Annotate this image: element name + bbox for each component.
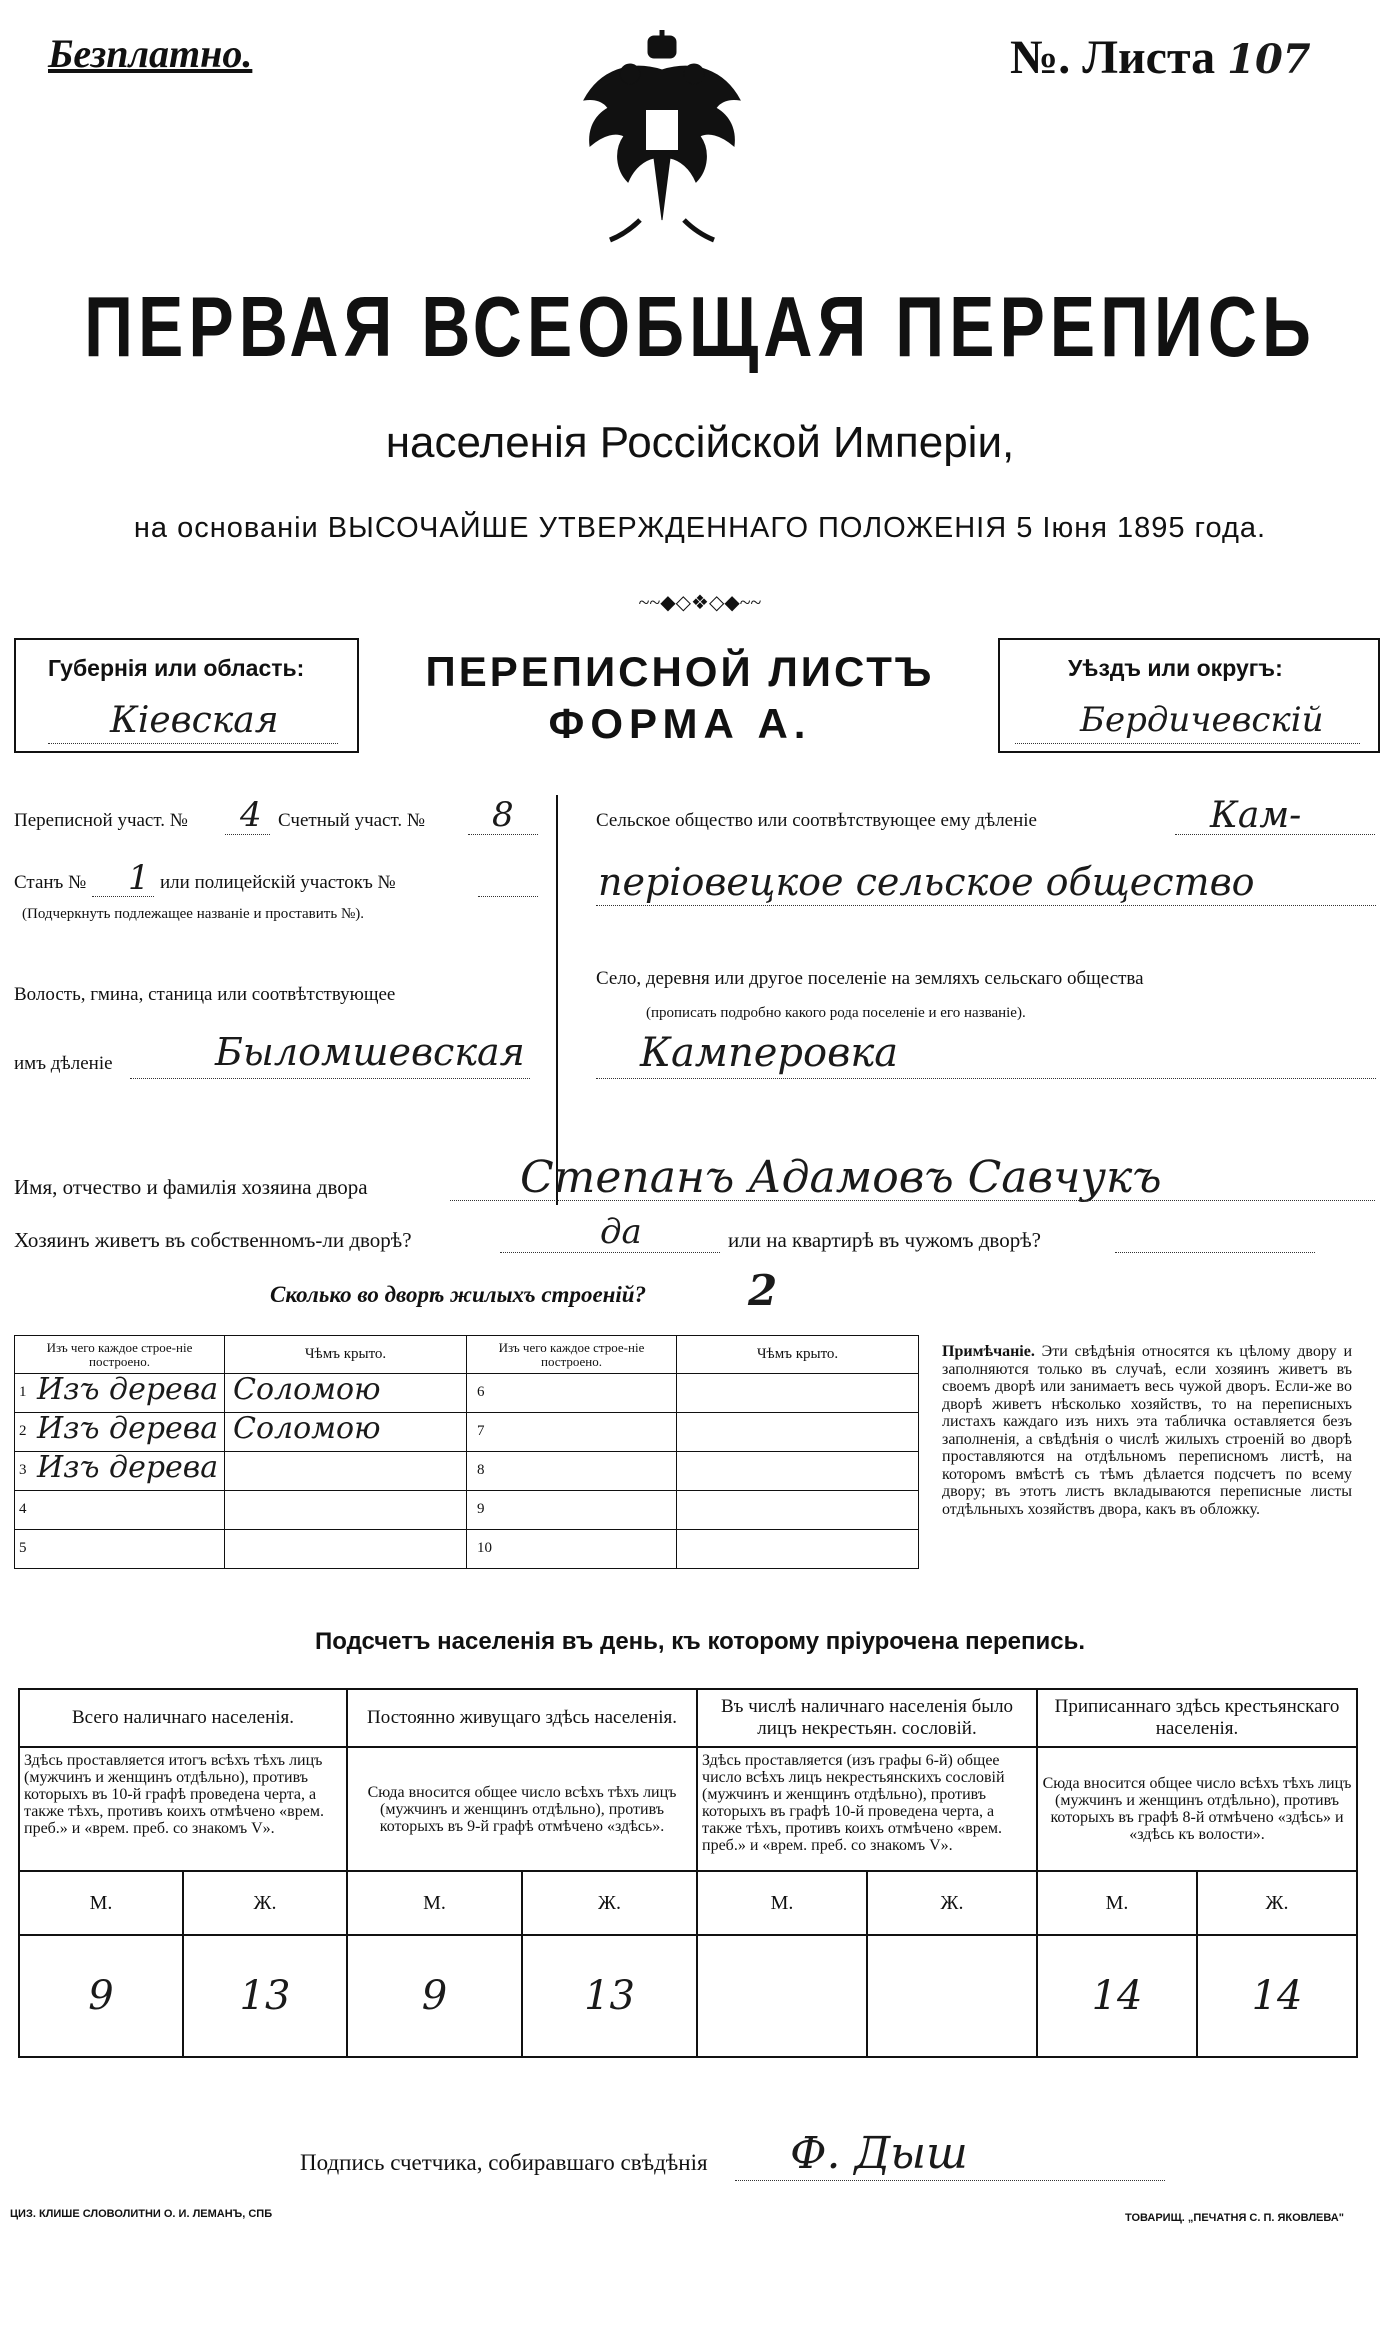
table-row: 2 Изъ дерева Соломою 7	[15, 1413, 919, 1452]
printer-left: ЦИЗ. КЛИШЕ СЛОВОЛИТНИ О. И. ЛЕМАНЪ, СПБ	[10, 2208, 273, 2220]
count-desc-non-peasant: Здѣсь проставляется (изъ графы 6-й) общее число всѣхъ лицъ некрестьянскихъ сословій (мужчинъ и женщинъ отдѣльно), противъ которыхъ въ графѣ 10-й проведена черта, а также тѣхъ, противъ коихъ отмѣчено «врем. преб.» и «врем. преб. со знакомъ V».	[697, 1747, 1037, 1871]
volost-label: Волость, гмина, станица или соотвѣтствующее	[14, 984, 396, 1005]
form-name: ПЕРЕПИСНОЙ ЛИСТЪ	[425, 648, 935, 695]
signature-label: Подпись счетчика, собиравшаго свѣдѣнія	[300, 2150, 708, 2175]
population-table: Всего наличнаго населенія. Постоянно живущаго здѣсь населенія. Въ числѣ наличнаго населенія было лицъ некрестьян. сословій. Приписаннаго здѣсь крестьянскаго населенія. Здѣсь проставляется итогъ всѣхъ тѣхъ лицъ (мужчинъ и женщинъ отдѣльно), противъ которыхъ въ 10-й графѣ проведена черта, а также тѣхъ, противъ коихъ отмѣчено «врем. преб.» и «врем. преб. со знакомъ V». Сюда вносится общее число всѣхъ тѣхъ лицъ (мужчинъ и женщинъ отдѣльно), противъ которыхъ въ 9-й графѣ отмѣчено «здѣсь». Здѣсь проставляется (изъ графы 6-й) общее число всѣхъ лицъ некрестьянскихъ сословій (мужчинъ и женщинъ отдѣльно), противъ которыхъ въ графѣ 10-й проведена черта, а также тѣхъ, противъ коихъ отмѣчено «врем. преб.» и «врем. преб. со знакомъ V». Сюда вносится общее число всѣхъ тѣхъ лицъ (мужчинъ и женщинъ отдѣльно), противъ которыхъ въ графѣ 8-й отмѣчено «здѣсь» и «здѣсь къ волости». М. Ж. М. Ж. М. Ж. М. Ж. 9 13 9 13 14 14	[18, 1688, 1358, 2058]
count-head-permanent: Постоянно живущаго здѣсь населенія.	[347, 1689, 697, 1747]
permanent-m-value: 9	[347, 1935, 522, 2057]
guberniya-value: Кiевская	[110, 700, 279, 741]
legal-basis: на основаніи ВЫСОЧАЙШЕ УТВЕРЖДЕННАГО ПОЛОЖЕНІЯ 5 Іюня 1895 года.	[133, 512, 1267, 544]
col-roof-header-right: Чѣмъ крыто.	[677, 1336, 919, 1374]
count-head-non-peasant: Въ числѣ наличнаго населенія было лицъ некрестьян. сословій.	[697, 1689, 1037, 1747]
note-title: Примѣчаніе.	[942, 1343, 1035, 1360]
count-title: Подсчетъ населенія въ день, къ которому пріурочена перепись.	[315, 1628, 1085, 1655]
count-head-registered: Приписаннаго здѣсь крестьянскаго населенія.	[1037, 1689, 1357, 1747]
obshch-value-2: періовецкое сельское общество	[598, 860, 1255, 904]
col-material-header-right: Изъ чего каждое строе-ніе построено.	[467, 1336, 677, 1374]
note-text: Примѣчаніе. Эти свѣдѣнія относятся къ цѣлому двору и заполняются только въ случаѣ, если хозяинъ живетъ въ своемъ дворѣ или занимаетъ весь чужой дворъ. Если-же во дворѣ живетъ нѣсколько хозяйствъ, то на переписныхъ листахъ каждаго изъ нихъ эта табличка оставляется безъ заполненія, а свѣдѣнія о числѣ жилыхъ строеній во дворѣ проставляются на отдѣльномъ переписномъ листѣ, на которомъ вмѣстѣ съ тѣмъ дѣлается подсчетъ по всему двору; въ этотъ листъ вкладываются переписные листы отдѣльныхъ хозяйствъ двора, какъ въ обложку.	[942, 1343, 1353, 1518]
page-subtitle: населенія Россійской Имперіи,	[385, 418, 1015, 467]
roof-cell: Соломою	[233, 1372, 381, 1407]
count-desc-permanent: Сюда вносится общее число всѣхъ тѣхъ лицъ (мужчинъ и женщинъ отдѣльно), противъ которыхъ въ 9-й графѣ отмѣчено «здѣсь».	[347, 1747, 697, 1871]
form-type: ФОРМА А.	[548, 700, 812, 747]
roof-cell: Соломою	[233, 1411, 381, 1446]
owner-name-value: Степанъ Адамовъ Савчукъ	[520, 1152, 1162, 1203]
material-cell: Изъ дерева	[37, 1411, 219, 1446]
stan-value: 1	[128, 858, 150, 898]
police-label: или полицейскій участокъ №	[160, 872, 396, 893]
permanent-zh-value: 13	[522, 1935, 697, 2057]
total-m-value: 9	[19, 1935, 183, 2057]
owner-name-label: Имя, отчество и фамилія хозяина двора	[14, 1175, 368, 1199]
obshch-label: Сельское общество или соотвѣтствующее ему дѣленіе	[596, 810, 1037, 831]
material-cell: Изъ дерева	[37, 1372, 219, 1407]
col-roof-header-left: Чѣмъ крыто.	[225, 1336, 467, 1374]
perepis-uch-label: Переписной участ. №	[14, 810, 188, 831]
perepis-uch-value: 4	[240, 795, 262, 835]
non-peasant-m-value	[697, 1935, 867, 2057]
apartment-label: или на квартирѣ въ чужомъ дворѣ?	[728, 1228, 1041, 1252]
non-peasant-zh-value	[867, 1935, 1037, 2057]
table-row: 5 10	[15, 1530, 919, 1569]
volost-label-2: имъ дѣленіе	[14, 1053, 113, 1074]
material-cell: Изъ дерева	[37, 1450, 219, 1485]
printer-right: ТОВАРИЩ. „ПЕЧАТНЯ С. П. ЯКОВЛЕВА"	[1125, 2212, 1344, 2224]
ornament-divider: ~~◆◇❖◇◆~~	[638, 592, 762, 614]
buildings-value: 2	[748, 1266, 778, 1315]
schetn-uch-value: 8	[492, 795, 514, 835]
page-title: ПЕРВАЯ ВСЕОБЩАЯ ПЕРЕПИСЬ	[84, 279, 1316, 375]
signature-value: Ф. Дыш	[790, 2128, 968, 2179]
stan-label: Станъ №	[14, 872, 87, 893]
sheet-number	[1010, 30, 1311, 85]
selo-label: Село, деревня или другое поселеніе на земляхъ сельскаго общества	[596, 968, 1144, 989]
count-desc-total: Здѣсь проставляется итогъ всѣхъ тѣхъ лицъ (мужчинъ и женщинъ отдѣльно), противъ которыхъ въ 10-й графѣ проведена черта, а также тѣхъ, противъ коихъ отмѣчено «врем. преб.» и «врем. преб. со знакомъ V».	[19, 1747, 347, 1871]
total-zh-value: 13	[183, 1935, 347, 2057]
uezd-label: Уѣздъ или округъ:	[1068, 655, 1283, 681]
buildings-table	[14, 1335, 918, 1569]
uezd-value: Бердичевскiй	[1080, 700, 1324, 740]
coat-of-arms-icon	[570, 30, 755, 250]
table-row: 3 Изъ дерева 8	[15, 1452, 919, 1491]
registered-zh-value: 14	[1197, 1935, 1357, 2057]
free-label: Безплатно.	[48, 31, 253, 76]
sheet-number-value: 107	[1227, 36, 1311, 83]
selo-note: (прописать подробно какого рода поселеніе и его названіе).	[646, 1005, 1026, 1021]
obshch-value-1: Кам-	[1210, 795, 1302, 836]
buildings-label: Сколько во дворѣ жилыхъ строеній?	[270, 1282, 647, 1307]
table-row: 1 Изъ дерева Соломою 6	[15, 1374, 919, 1413]
guberniya-label: Губернія или область:	[48, 655, 305, 681]
volost-value: Быломшевская	[215, 1030, 525, 1074]
col-material-header-left: Изъ чего каждое строе-ніе построено.	[15, 1336, 225, 1374]
table-row	[19, 1935, 1357, 2057]
selo-value: Камперовка	[640, 1030, 899, 1076]
count-desc-registered: Сюда вносится общее число всѣхъ тѣхъ лицъ (мужчинъ и женщинъ отдѣльно), противъ которыхъ въ графѣ 8-й отмѣчено «здѣсь» и «здѣсь къ волости».	[1037, 1747, 1357, 1871]
lives-label: Хозяинъ живетъ въ собственномъ-ли дворѣ?	[14, 1228, 412, 1252]
count-head-total: Всего наличнаго населенія.	[19, 1689, 347, 1747]
schetn-uch-label: Счетный участ. №	[278, 810, 425, 831]
table-row: 4 9	[15, 1491, 919, 1530]
registered-m-value: 14	[1037, 1935, 1197, 2057]
sheet-number-label: №. Листа	[1010, 31, 1216, 84]
underline-note: (Подчеркнуть подлежащее названіе и проставить №).	[22, 906, 364, 922]
lives-value: да	[600, 1212, 642, 1252]
